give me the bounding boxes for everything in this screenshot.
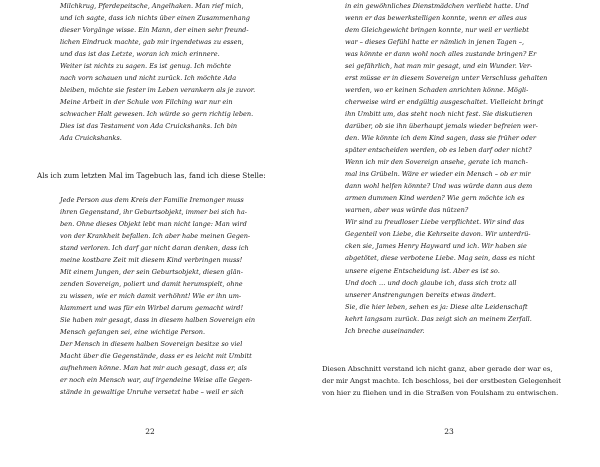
- left-diary-block-1: [60, 0, 255, 144]
- text-line: Diesen Abschnitt verstand ich nicht ganz, aber gerade der war es,: [322, 364, 553, 373]
- left-diary-block-2: [60, 194, 255, 399]
- text-line: Und doch … und doch glaube ich, dass sich trotz all: [345, 278, 517, 287]
- text-line: Der Mensch in diesem halben Sovereign besitze so viel: [60, 340, 243, 349]
- text-line: Macht über die Gegenstände, dass er es leicht mit Umbitt: [60, 352, 252, 361]
- text-line: von hier zu fliehen und in die Straßen von Foulsham zu entwischen.: [322, 388, 559, 397]
- text-line: Sie haben mir gesagt, dass in diesem halben Sovereign ein: [60, 315, 256, 324]
- text-line: der mir Angst machte. Ich beschloss, bei der erstbesten Gelegenheit: [322, 376, 561, 385]
- text-line: Milchkrug, Pferdepeitsche, Angelhaken. Man rief mich,: [60, 1, 244, 10]
- text-line: den. Wie könnte ich dem Kind sagen, dass sie früher oder: [345, 134, 537, 143]
- page-number: 23: [444, 427, 454, 436]
- text-line: Mit einem Jungen, der sein Geburtsobjekt, diesen glän-: [60, 267, 243, 276]
- text-line: Wenn ich mir den Sovereign ansehe, gerate ich manch-: [345, 158, 528, 167]
- text-line: dann wohl helfen könnte? Und was würde dann aus dem: [345, 182, 533, 191]
- text-line: bleiben, möchte sie fester im Leben verankern als je zuvor.: [60, 85, 256, 94]
- text-line: abgetötet, diese verbotene Liebe. Mag sein, dass es nicht: [345, 254, 536, 263]
- text-line: meine kostbare Zeit mit diesem Kind verbringen muss!: [60, 255, 243, 264]
- text-line: wenn er das bewerkstelligen konnte, wenn er alles aus: [345, 13, 527, 22]
- text-line: und ich sagte, dass ich nichts über einen Zusammenhang: [60, 13, 250, 22]
- text-line: Dies ist das Testament von Ada Cruickshanks. Ich bin: [60, 121, 238, 130]
- text-line: erst müsse er in diesem Sovereign unter Verschluss gehalten: [345, 73, 548, 82]
- text-line: darüber, ob sie ihn überhaupt jemals wieder befreien wer-: [345, 121, 538, 130]
- text-line: Gegenteil von Liebe, die Kehrseite davon. Wir unterdrü-: [345, 230, 531, 239]
- page-number: 22: [145, 427, 155, 436]
- text-line: lichen Eindruck machte, gab mir irgendetwas zu essen,: [60, 37, 244, 46]
- text-line: ihn Umbitt um, das steht noch nicht fest. Sie diskutieren: [345, 109, 533, 118]
- text-line: war – dieses Gefühl hatte er nämlich in jenen Tagen –,: [345, 37, 525, 46]
- text-line: Mensch gefangen sei, eine wichtige Person.: [60, 328, 206, 337]
- text-line: ben. Ohne dieses Objekt lebt man nicht lange: Man wird: [60, 219, 247, 228]
- text-line: werden, wo er keinen Schaden anrichten könne. Mögli-: [345, 85, 529, 94]
- text-line: zu wissen, wie er mich damit verhöhnt! Wie er ihn um-: [60, 291, 242, 300]
- text-line: unserer Anstrengungen bereits etwas ändert.: [345, 290, 496, 299]
- right-narrative-block: [322, 363, 561, 399]
- text-line: cherweise wird er endgültig ausgeschaltet. Vielleicht bringt: [345, 97, 544, 106]
- right-page: [300, 0, 600, 467]
- text-line: sei gefährlich, hat man mir gesagt, und ein Wunder. Ver-: [345, 61, 533, 70]
- text-line: warnen, aber was würde das nützen?: [345, 206, 469, 215]
- text-line: von der Krankheit befallen. Ich aber habe meinen Gegen-: [60, 231, 251, 240]
- text-line: und das ist das Letzte, woran ich mich erinnere.: [60, 49, 220, 58]
- text-line: später entscheiden werden, ob es leben darf oder nicht?: [345, 146, 532, 155]
- text-line: was könnte er dann wohl noch alles zustande bringen? Er: [345, 49, 537, 58]
- text-line: zenden Sovereign, poliert und damit herumspielt, ohne: [60, 279, 243, 288]
- text-line: Meine Arbeit in der Schule von Filching war nur ein: [60, 97, 233, 106]
- text-line: Sie, die hier leben, sehen es ja: Diese alte Leidenschaft: [345, 302, 528, 311]
- text-line: schwacher Halt gewesen. Ich würde so gern richtig leben.: [60, 109, 254, 118]
- text-line: er noch ein Mensch war, auf irgendeine Weise alle Gegen-: [60, 376, 253, 385]
- text-line: Weiter ist nichts zu sagen. Es ist genug. Ich möchte: [60, 61, 232, 70]
- text-line: Ich breche auseinander.: [345, 326, 425, 335]
- text-line: Ada Cruickshanks.: [60, 134, 122, 143]
- text-line: in ein gewöhnliches Dienstmädchen verliebt hatte. Und: [345, 1, 529, 10]
- text-line: stände in gewaltige Unruhe versetzt habe – weil er sich: [60, 388, 244, 397]
- text-line: mal ins Grübeln. Wäre er wieder ein Mensch – ob er mir: [345, 170, 531, 179]
- text-line: kehrt langsam zurück. Das zeigt sich an meinem Zerfall.: [345, 314, 532, 323]
- text-line: dieser Vorgänge wisse. Ein Mann, der einen sehr freund-: [60, 25, 249, 34]
- text-line: Wir sind zu freudloser Liebe verpflichtet. Wir sind das: [345, 218, 525, 227]
- text-line: cken sie, James Henry Hayward und ich. Wir haben sie: [345, 242, 527, 251]
- right-diary-block: [345, 0, 547, 337]
- text-line: Jede Person aus dem Kreis der Familie Iremonger muss: [60, 195, 244, 204]
- text-line: unsere eigene Entscheidung ist. Aber es ist so.: [345, 266, 500, 275]
- text-line: armen dummen Kind werden? Wie gern möchte ich es: [345, 194, 525, 203]
- text-line: ihren Gegenstand, ihr Geburtsobjekt, immer bei sich ha-: [60, 207, 247, 216]
- text-line: dem Gleichgewicht bringen konnte, nur weil er verliebt: [345, 25, 529, 34]
- text-line: nach vorn schauen und nicht zurück. Ich möchte Ada: [60, 73, 237, 82]
- text-line: aufnehmen könne. Man hat mir auch gesagt, dass er, als: [60, 364, 247, 373]
- left-narrative-line: Als ich zum letzten Mal im Tagebuch las, fand ich diese Stelle:: [37, 170, 266, 180]
- text-line: stand verloren. Ich darf gar nicht daran denken, dass ich: [60, 243, 249, 252]
- text-line: klammert und was für ein Wirbel darum gemacht wird!: [60, 303, 244, 312]
